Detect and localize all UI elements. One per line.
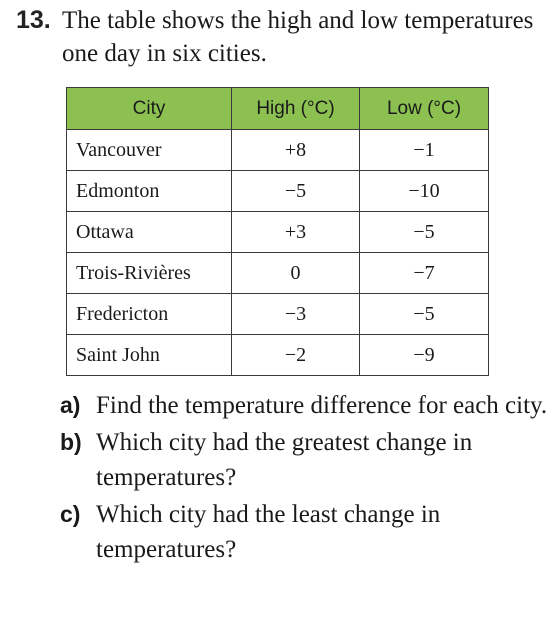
question-a (60, 388, 550, 423)
question-text: Find the temperature difference for each city. (96, 392, 548, 419)
city-cell: Ottawa (67, 212, 232, 253)
question-label: c) (60, 501, 81, 527)
header-high: High (°C) (232, 88, 360, 130)
problem-prompt: The table shows the high and low temperatures one day in six cities. (62, 7, 534, 67)
high-cell: +3 (232, 212, 360, 253)
low-cell: −7 (360, 253, 489, 294)
header-city: City (67, 88, 232, 130)
high-cell: 0 (232, 253, 360, 294)
question-c (60, 497, 550, 567)
city-cell: Saint John (67, 335, 232, 376)
low-cell: −10 (360, 171, 489, 212)
question-list (60, 388, 550, 569)
problem-number: 13. (16, 6, 51, 34)
table-row (67, 171, 489, 212)
high-cell: −2 (232, 335, 360, 376)
low-cell: −9 (360, 335, 489, 376)
city-cell: Vancouver (67, 130, 232, 171)
city-cell: Fredericton (67, 294, 232, 335)
low-cell: −5 (360, 294, 489, 335)
question-label: b) (60, 429, 82, 455)
high-cell: −5 (232, 171, 360, 212)
table-row (67, 130, 489, 171)
city-cell: Edmonton (67, 171, 232, 212)
table-row (67, 294, 489, 335)
low-cell: −1 (360, 130, 489, 171)
city-cell: Trois-Rivières (67, 253, 232, 294)
high-cell: −3 (232, 294, 360, 335)
temperature-table (66, 87, 489, 376)
table-row (67, 335, 489, 376)
question-label: a) (60, 392, 81, 418)
question-text: Which city had the greatest change in temperatures? (96, 429, 473, 491)
question-text: Which city had the least change in temperatures? (96, 501, 441, 563)
question-b (60, 425, 550, 495)
table-row (67, 253, 489, 294)
table-row (67, 212, 489, 253)
high-cell: +8 (232, 130, 360, 171)
table-header-row (67, 88, 489, 130)
low-cell: −5 (360, 212, 489, 253)
header-low: Low (°C) (360, 88, 489, 130)
